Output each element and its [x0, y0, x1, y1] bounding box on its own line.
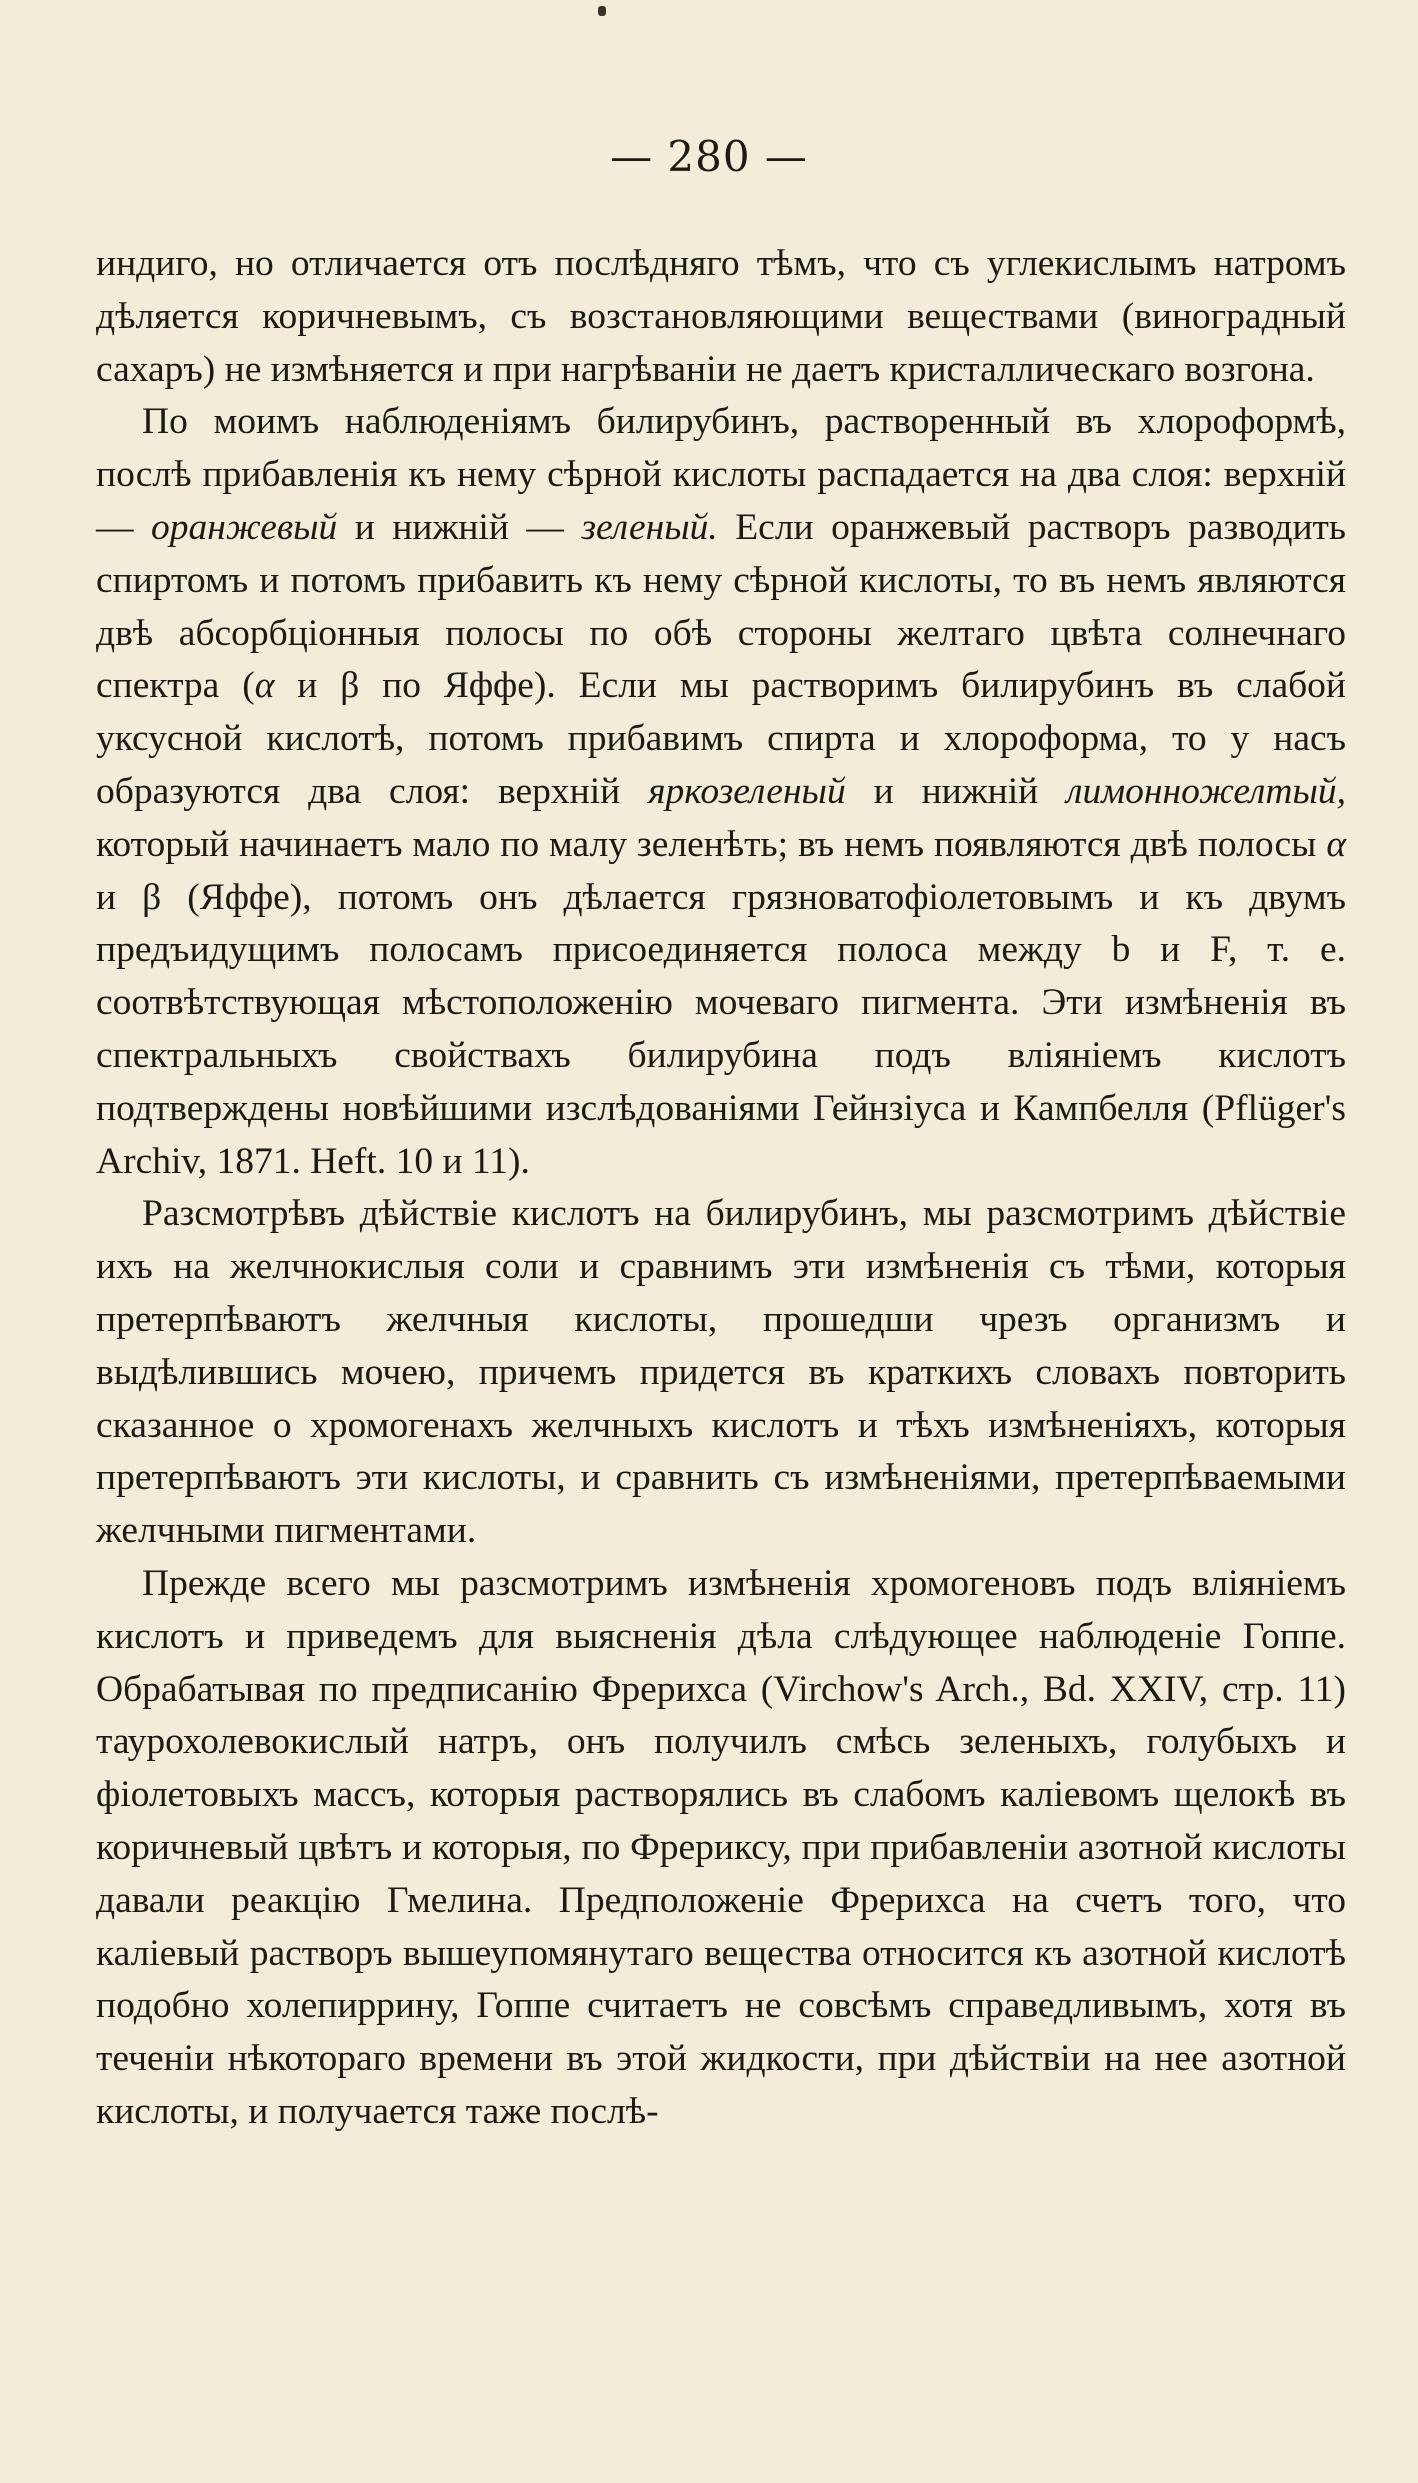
paragraph [96, 1188, 1346, 1558]
text-run: который начинаетъ мало по малу зеленѣть; въ немъ появляются двѣ полосы [96, 823, 1327, 865]
paragraph [96, 396, 1346, 1188]
italic-term: α [1326, 823, 1346, 865]
page-number: — 280 — [610, 132, 808, 181]
paragraph [96, 1558, 1346, 2139]
italic-term: оранжевый [150, 506, 338, 548]
text-run: индиго, но отличается отъ послѣдняго тѣмъ, что съ углекислымъ натромъ дѣляется коричневымъ, съ возстановляющими веществами (виноградный сахаръ) не измѣняется и при нагрѣваніи не даетъ кристаллическаго возгона. [96, 243, 1346, 390]
italic-term: яркозеленый [648, 770, 846, 812]
text-run: Разсмотрѣвъ дѣйствіе кислотъ на билирубинъ, мы разсмотримъ дѣйствіе ихъ на желчнокислыя соли и сравнимъ эти измѣненія съ тѣми, которыя претерпѣваютъ желчныя кислоты, прошедши чрезъ организмъ и выдѣлившись мочею, причемъ придется въ краткихъ словахъ повторить сказанное о хромогенахъ желчныхъ кислотъ и тѣхъ измѣненіяхъ, которыя претерпѣваютъ эти кислоты, и сравнить съ измѣненіями, претерпѣваемыми желчными пигментами. [96, 1193, 1346, 1552]
ink-spot [598, 6, 606, 16]
italic-term: α [254, 665, 275, 707]
text-run: и нижній [845, 770, 1067, 812]
italic-term: лимонножелтый, [1066, 770, 1346, 812]
text-run: и β (Яффе), потомъ онъ дѣлается грязноватофіолетовымъ и къ двумъ предъидущимъ полосамъ присоединяется полоса между b и F, т. е. соотвѣтствующая мѣстоположенію мочеваго пигмента. Эти измѣненія въ спектральныхъ свойствахъ билирубина подъ вліяніемъ кислотъ подтверждены новѣйшими изслѣдованіями Гейнзіуса и Кампбелля (Pflüger's Archiv, 1871. Heft. 10 и 11). [96, 876, 1346, 1182]
paragraph [96, 238, 1346, 396]
text-run: Прежде всего мы разсмотримъ измѣненія хромогеновъ подъ вліяніемъ кислотъ и приведемъ для выясненія дѣла слѣдующее наблюденіе Гоппе. Обрабатывая по предписанію Фрерихса (Virchow's Arch., Bd. XXIV, стр. 11) таурохолевокислый натръ, онъ получилъ смѣсь зеленыхъ, голубыхъ и фіолетовыхъ массъ, которыя растворялись въ слабомъ каліевомъ щелокѣ въ коричневый цвѣтъ и которыя, по Фрериксу, при прибавленіи азотной кислоты давали реакцію Гмелина. Предположеніе Фрерихса на счетъ того, что каліевый растворъ вышеупомянутаго вещества относится къ азотной кислотѣ подобно холепиррину, Гоппе считаетъ не совсѣмъ справедливымъ, хотя въ теченіи нѣкотораго времени въ этой жидкости, при дѣйствіи на нее азотной кислоты, и получается таже послѣ- [96, 1562, 1346, 2132]
text-run: и нижній — [337, 506, 582, 548]
text-run: Если оранжевый растворъ разводить спиртомъ и потомъ прибавить къ нему сѣрной кислоты, то въ немъ являются двѣ абсорбціонныя полосы по обѣ стороны желтаго цвѣта солнечнаго спектра ( [96, 506, 1347, 707]
body-text [96, 238, 1346, 2139]
italic-term: зеленый. [581, 506, 718, 548]
text-run: и β по Яффе). Если мы растворимъ билирубинъ въ слабой уксусной кислотѣ, потомъ прибавимъ спирта и хлороформа, то у насъ образуются два слоя: верхній [96, 665, 1346, 812]
text-run: По моимъ наблюденіямъ билирубинъ, растворенный въ хлороформѣ, послѣ прибавленія къ нему сѣрной кислоты распадается на два слоя: верхній — [96, 401, 1346, 548]
